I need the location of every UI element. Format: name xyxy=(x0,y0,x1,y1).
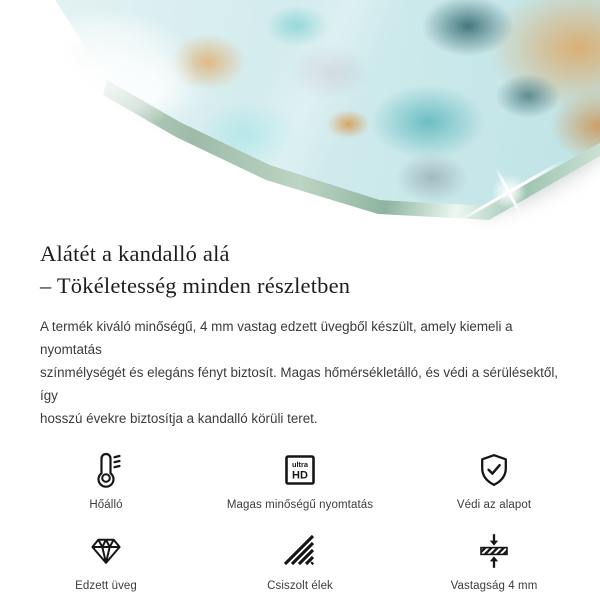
feature-heat-resistant xyxy=(9,450,203,511)
feature-label: Edzett üveg xyxy=(75,580,137,592)
features-grid xyxy=(9,450,591,592)
feature-tempered-glass xyxy=(9,531,203,592)
light-glare xyxy=(0,0,320,220)
polished-edges-icon xyxy=(280,531,320,571)
feature-polished-edges xyxy=(203,531,397,592)
feature-protects-base xyxy=(397,450,591,511)
description-line: színmélységét és elegáns fényt biztosít. Magas hőmérsékletálló, és védi a sérülésektől, így xyxy=(40,365,559,403)
page-title xyxy=(40,238,560,302)
description-line: hosszú évekre biztosítja a kandalló körüli teret. xyxy=(40,411,318,426)
feature-print-quality xyxy=(203,450,397,511)
feature-thickness xyxy=(397,531,591,592)
thickness-icon xyxy=(474,531,514,571)
text-section xyxy=(0,238,600,430)
feature-label: Magas minőségű nyomtatás xyxy=(226,499,374,511)
shield-check-icon xyxy=(474,450,514,490)
svg-text:HD: HD xyxy=(292,469,308,482)
ultra-hd-icon xyxy=(280,450,320,490)
diamond-icon xyxy=(86,531,126,571)
svg-text:ultra: ultra xyxy=(291,460,309,469)
thermometer-icon xyxy=(86,450,126,490)
product-description xyxy=(40,315,560,430)
feature-label: Csiszolt élek xyxy=(267,580,333,592)
product-photo xyxy=(0,0,600,230)
description-line: A termék kiváló minőségű, 4 mm vastag edzett üvegből készült, amely kiemeli a nyomtatás xyxy=(40,319,513,357)
feature-label: Hőálló xyxy=(89,499,123,511)
title-line-1: Alátét a kandalló alá xyxy=(40,241,230,266)
title-line-2: – Tökéletesség minden részletben xyxy=(40,273,351,298)
feature-label: Védi az alapot xyxy=(456,499,532,511)
feature-label: Vastagság 4 mm xyxy=(450,580,538,592)
